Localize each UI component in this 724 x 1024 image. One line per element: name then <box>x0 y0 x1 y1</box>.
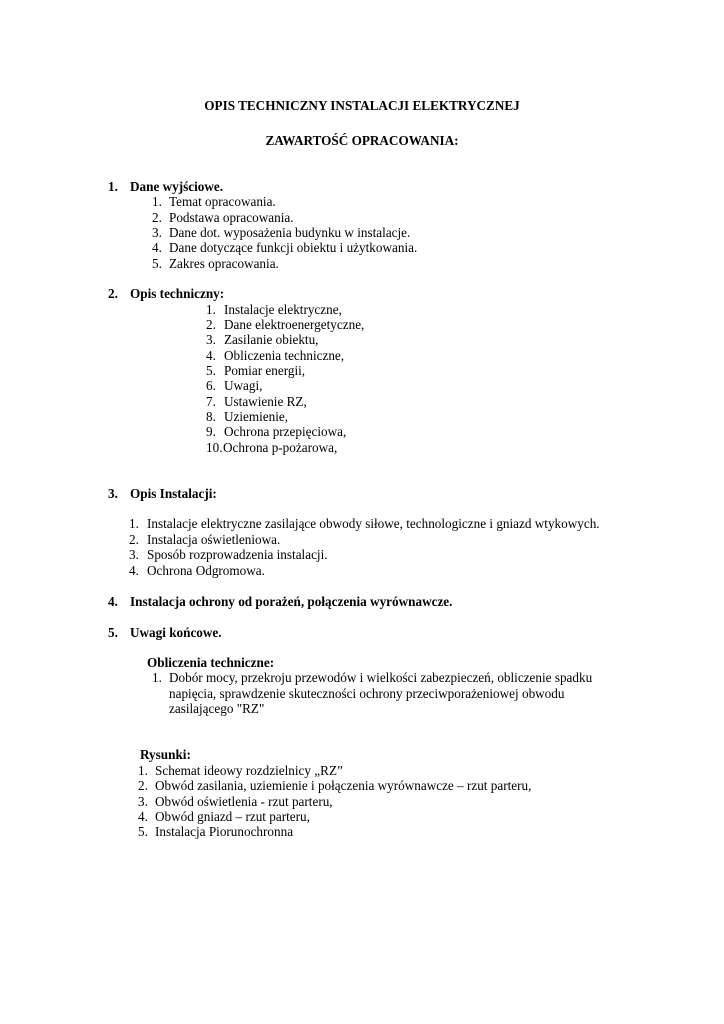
list-item: Dane elektroenergetyczne, <box>224 317 365 332</box>
section-3-number: 3. <box>108 486 118 501</box>
list-item: Uwagi, <box>224 378 263 393</box>
section-2-number: 2. <box>108 286 118 301</box>
list-item-number: 1. <box>206 302 216 317</box>
list-item-number: 3. <box>129 547 139 562</box>
list-item-number: 1. <box>129 516 139 531</box>
list-item: Ochrona Odgromowa. <box>147 563 265 578</box>
list-item-number: 10. <box>206 440 223 455</box>
section-5-number: 5. <box>108 625 118 640</box>
list-item: Uziemienie, <box>224 409 289 424</box>
list-item-number: 5. <box>206 363 216 378</box>
list-item-number: 5. <box>138 824 148 839</box>
document-title: OPIS TECHNICZNY INSTALACJI ELEKTRYCZNEJ <box>204 98 520 113</box>
list-item-number: 3. <box>206 332 216 347</box>
list-item: Obwód gniazd – rzut parteru, <box>155 809 310 824</box>
list-item-number: 1. <box>152 194 162 209</box>
list-item-number: 3. <box>138 794 148 809</box>
list-item-number: 5. <box>152 256 162 271</box>
list-item-number: 6. <box>206 378 216 393</box>
list-item: Pomiar energii, <box>224 363 306 378</box>
section-4-heading: Instalacja ochrony od porażeń, połączenia wyrównawcze. <box>130 594 453 609</box>
list-item-number: 4. <box>129 563 139 578</box>
calculation-line: zasilającego "RZ" <box>169 701 265 716</box>
list-item-number: 9. <box>206 424 216 439</box>
list-item-number: 2. <box>138 778 148 793</box>
list-item: Podstawa opracowania. <box>169 210 294 225</box>
list-item: Instalacje elektryczne zasilające obwody siłowe, technologiczne i gniazd wtykowych. <box>147 516 600 531</box>
list-item-number: 8. <box>206 409 216 424</box>
contents-heading: ZAWARTOŚĆ OPRACOWANIA: <box>265 133 459 148</box>
list-item: Zasilanie obiektu, <box>224 332 319 347</box>
list-item-number: 7. <box>206 394 216 409</box>
list-item-number: 2. <box>152 210 162 225</box>
list-item-number: 2. <box>129 532 139 547</box>
list-item: Instalacja oświetleniowa. <box>147 532 281 547</box>
section-5-heading: Uwagi końcowe. <box>130 625 222 640</box>
list-item: Dane dot. wyposażenia budynku w instalacje. <box>169 225 411 240</box>
list-item: Dane dotyczące funkcji obiektu i użytkowania. <box>169 240 418 255</box>
calculations-heading: Obliczenia techniczne: <box>147 655 275 670</box>
section-4-number: 4. <box>108 594 118 609</box>
section-1-number: 1. <box>108 179 118 194</box>
list-item: Temat opracowania. <box>169 194 276 209</box>
list-item: Instalacja Piorunochronna <box>155 824 294 839</box>
list-item-number: 1. <box>152 670 162 685</box>
list-item: Obwód oświetlenia - rzut parteru, <box>155 794 333 809</box>
calculation-line: Dobór mocy, przekroju przewodów i wielkości zabezpieczeń, obliczenie spadku <box>169 670 593 685</box>
list-item: Ochrona p-pożarowa, <box>223 440 338 455</box>
section-3-heading: Opis Instalacji: <box>130 486 217 501</box>
list-item-number: 4. <box>206 348 216 363</box>
list-item: Sposób rozprowadzenia instalacji. <box>147 547 328 562</box>
list-item: Obwód zasilania, uziemienie i połączenia wyrównawcze – rzut parteru, <box>155 778 532 793</box>
list-item: Instalacje elektryczne, <box>224 302 342 317</box>
list-item: Ustawienie RZ, <box>224 394 307 409</box>
list-item: Obliczenia techniczne, <box>224 348 345 363</box>
list-item-number: 3. <box>152 225 162 240</box>
list-item-number: 1. <box>138 763 148 778</box>
drawings-heading: Rysunki: <box>140 747 191 762</box>
calculation-line: napięcia, sprawdzenie skuteczności ochrony przeciwporażeniowej obwodu <box>169 686 565 701</box>
section-1-heading: Dane wyjściowe. <box>130 179 224 194</box>
list-item-number: 4. <box>152 240 162 255</box>
list-item-number: 4. <box>138 809 148 824</box>
list-item: Schemat ideowy rozdzielnicy „RZ” <box>155 763 343 778</box>
list-item-number: 2. <box>206 317 216 332</box>
section-2-heading: Opis techniczny: <box>130 286 225 301</box>
list-item: Zakres opracowania. <box>169 256 279 271</box>
list-item: Ochrona przepięciowa, <box>224 424 347 439</box>
